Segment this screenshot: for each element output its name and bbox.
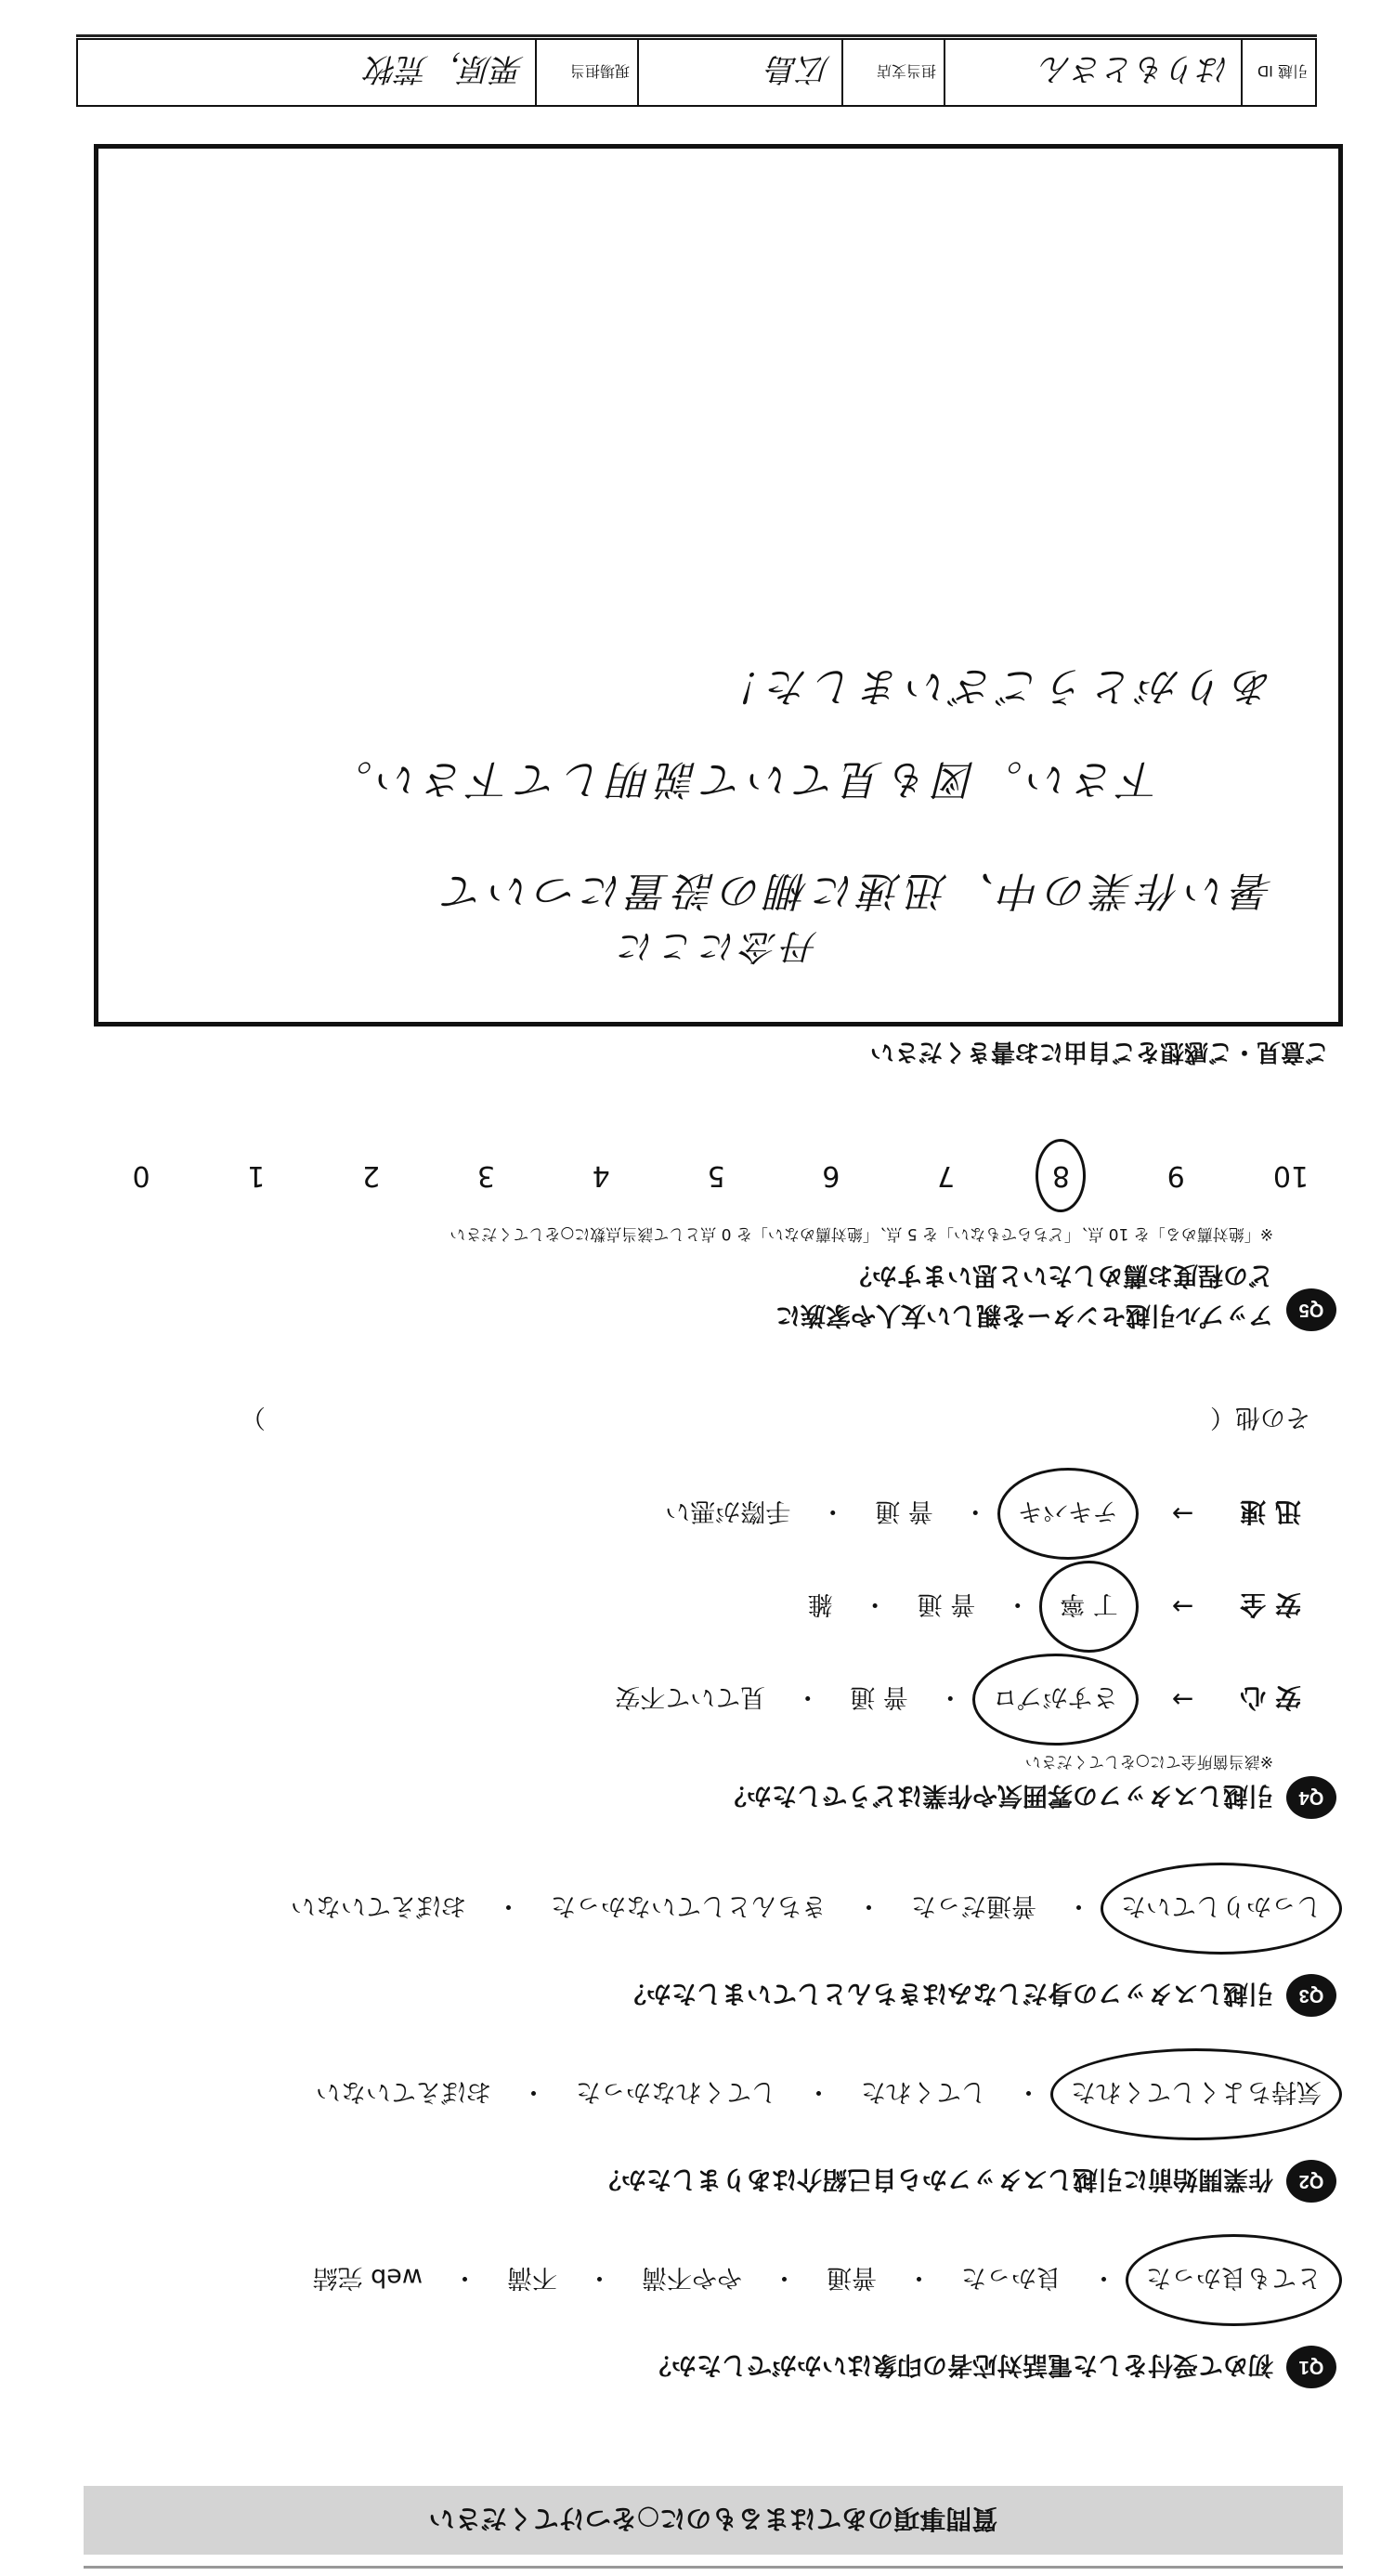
comment-line-2: 丹念にこに xyxy=(613,926,818,967)
staff-value: 栗原，荒牧 xyxy=(366,50,524,88)
q4-text: 引越しスタッフの雰囲気や作業はどうでしたか？ xyxy=(722,1781,1273,1810)
q4-safety-option-1[interactable]: 丁 寧 xyxy=(1052,1585,1126,1628)
q2-badge: Q2 xyxy=(1286,2160,1336,2203)
header-table xyxy=(76,38,1317,107)
q5-score-4[interactable]: 4 xyxy=(592,1159,610,1192)
move-id-label-cell xyxy=(1241,40,1315,105)
comment-box[interactable] xyxy=(94,144,1343,1026)
q5-text-1: アップル引越センターを親しい友人や家族に xyxy=(775,1301,1273,1329)
q3-option-2[interactable]: 普通だった xyxy=(911,1891,1036,1920)
q4-badge: Q4 xyxy=(1286,1776,1336,1819)
q4-row-trust-options: さすがプロ ・ 普 通 ・ 見ていて不安 xyxy=(607,1678,1126,1721)
q4-trust-option-2[interactable]: 普 通 xyxy=(850,1682,908,1711)
q1-option-5[interactable]: 不満 xyxy=(507,2263,557,2292)
q4-row-trust-label: 安 心 xyxy=(1240,1682,1301,1714)
branch-value-cell xyxy=(637,40,841,105)
q4-row-speed-options: テキパキ ・ 普 通 ・ 手際が悪い xyxy=(658,1492,1126,1536)
q4-row-speed-label: 迅 速 xyxy=(1240,1497,1301,1528)
q4-note: ※該当箇所全てに○をしてください xyxy=(1024,1752,1273,1771)
q5-badge: Q5 xyxy=(1286,1288,1336,1331)
arrow-icon: → xyxy=(1171,1498,1194,1529)
q5-score-10[interactable]: 10 xyxy=(1272,1159,1309,1192)
staff-label: 現場担当 xyxy=(569,62,630,81)
move-id-value: はりもとさん xyxy=(1040,50,1230,88)
q1-option-2[interactable]: 良かった xyxy=(961,2263,1062,2292)
q4-trust-option-1[interactable]: さすがプロ xyxy=(985,1678,1126,1721)
instruction-text: 質問事項のあてはまるものに○をつけてください xyxy=(428,2504,998,2534)
q1-option-6[interactable]: web 完結 xyxy=(312,2263,423,2292)
q5-score-5[interactable]: 5 xyxy=(707,1159,725,1192)
q1-badge: Q1 xyxy=(1286,2346,1336,2388)
q4-other-close: ） xyxy=(240,1403,266,1432)
q2-text: 作業開始前に引越しスタッフから自己紹介はありましたか？ xyxy=(596,2164,1273,2193)
q4-row-safety xyxy=(801,1585,1301,1628)
q1-option-3[interactable]: 普通 xyxy=(827,2263,877,2292)
q4-row-safety-label: 安 全 xyxy=(1240,1589,1301,1621)
q4-speed-option-2[interactable]: 普 通 xyxy=(875,1497,933,1525)
comment-title: ご意見・ご感想をご自由にお書きください xyxy=(869,1038,1329,1066)
q1-option-1[interactable]: とても良かった xyxy=(1139,2258,1329,2302)
q3-text: 引越しスタッフの身だしなみはきちんとしていましたか？ xyxy=(621,1979,1273,2007)
q5-score-6[interactable]: 6 xyxy=(822,1159,840,1192)
q1-options: とても良かった ・ 良かった ・ 普通 ・ やや不満 ・ 不満 ・ web 完結 xyxy=(306,2258,1329,2302)
q4-row-speed xyxy=(658,1492,1301,1536)
q4-safety-option-3[interactable]: 雑 xyxy=(807,1589,833,1618)
arrow-icon: → xyxy=(1171,1591,1194,1622)
q1-option-4[interactable]: やや不満 xyxy=(642,2263,742,2292)
q5-score-0[interactable]: 0 xyxy=(132,1159,150,1192)
q5-score-2[interactable]: 2 xyxy=(362,1159,381,1192)
q5-text-2: どの程度お薦めしたいと思いますか？ xyxy=(847,1261,1273,1289)
q4-other[interactable] xyxy=(241,1402,1310,1438)
branch-label-cell xyxy=(841,40,944,105)
bottom-rule xyxy=(84,2566,1343,2569)
q3-option-1[interactable]: しっかりしていた xyxy=(1114,1887,1329,1930)
q3-badge: Q3 xyxy=(1286,1974,1336,2017)
q4-other-label: その他（ xyxy=(1210,1403,1310,1432)
q4-speed-option-1[interactable]: テキパキ xyxy=(1010,1492,1126,1536)
branch-label: 担当支店 xyxy=(876,62,936,81)
instruction-bar xyxy=(84,2486,1343,2555)
move-id-label: 引越 ID xyxy=(1257,62,1308,81)
branch-value: 広島 xyxy=(767,50,830,88)
q5-score-1[interactable]: 1 xyxy=(247,1159,266,1192)
q5-score-9[interactable]: 9 xyxy=(1166,1159,1185,1192)
q2-option-1[interactable]: 気持ちよくしてくれた xyxy=(1063,2073,1329,2116)
q5-scale xyxy=(122,1159,1310,1192)
comment-line-4: ありがとうございました！ xyxy=(716,662,1273,710)
move-id-value-cell xyxy=(944,40,1241,105)
q2-option-2[interactable]: してくれた xyxy=(861,2077,986,2106)
q4-row-trust xyxy=(607,1678,1301,1721)
q5-score-7[interactable]: 7 xyxy=(937,1159,956,1192)
arrow-icon: → xyxy=(1171,1684,1194,1715)
q4-speed-option-3[interactable]: 手際が悪い xyxy=(665,1497,791,1525)
staff-value-cell xyxy=(78,40,535,105)
header-rule xyxy=(76,34,1317,37)
q5-score-3[interactable]: 3 xyxy=(476,1159,495,1192)
q2-option-4[interactable]: おぼえていない xyxy=(316,2077,491,2106)
q3-option-4[interactable]: おぼえていない xyxy=(291,1891,466,1920)
staff-label-cell xyxy=(535,40,637,105)
q4-row-safety-options: 丁 寧 ・ 普 通 ・ 雑 xyxy=(801,1585,1126,1628)
q4-safety-option-2[interactable]: 普 通 xyxy=(917,1589,976,1618)
comment-line-1: 暑い作業の中、迅速に棚の設置について xyxy=(437,867,1273,914)
comment-line-3: 下さい。図も見ていて説明して下さい。 xyxy=(326,755,1162,803)
q2-option-3[interactable]: してくれなかった xyxy=(576,2077,776,2106)
q5-score-8[interactable]: 8 xyxy=(1041,1159,1080,1192)
q1-text: 初めて受付をした電話対応者の印象はいかがでしたか？ xyxy=(646,2350,1273,2379)
q5-note: ※「絶対薦める」を 10 点、「どちらでもない」を 5 点、「絶対薦めない」を 0 点として該当点数に○をしてください xyxy=(449,1224,1273,1243)
q2-options: 気持ちよくしてくれた ・ してくれた ・ してくれなかった ・ おぼえていない xyxy=(308,2073,1329,2116)
q3-option-3[interactable]: きちんとしていなかった xyxy=(551,1891,827,1920)
q4-trust-option-3[interactable]: 見ていて不安 xyxy=(615,1682,766,1711)
q3-options: しっかりしていた ・ 普通だった ・ きちんとしていなかった ・ おぼえていない xyxy=(283,1887,1329,1930)
